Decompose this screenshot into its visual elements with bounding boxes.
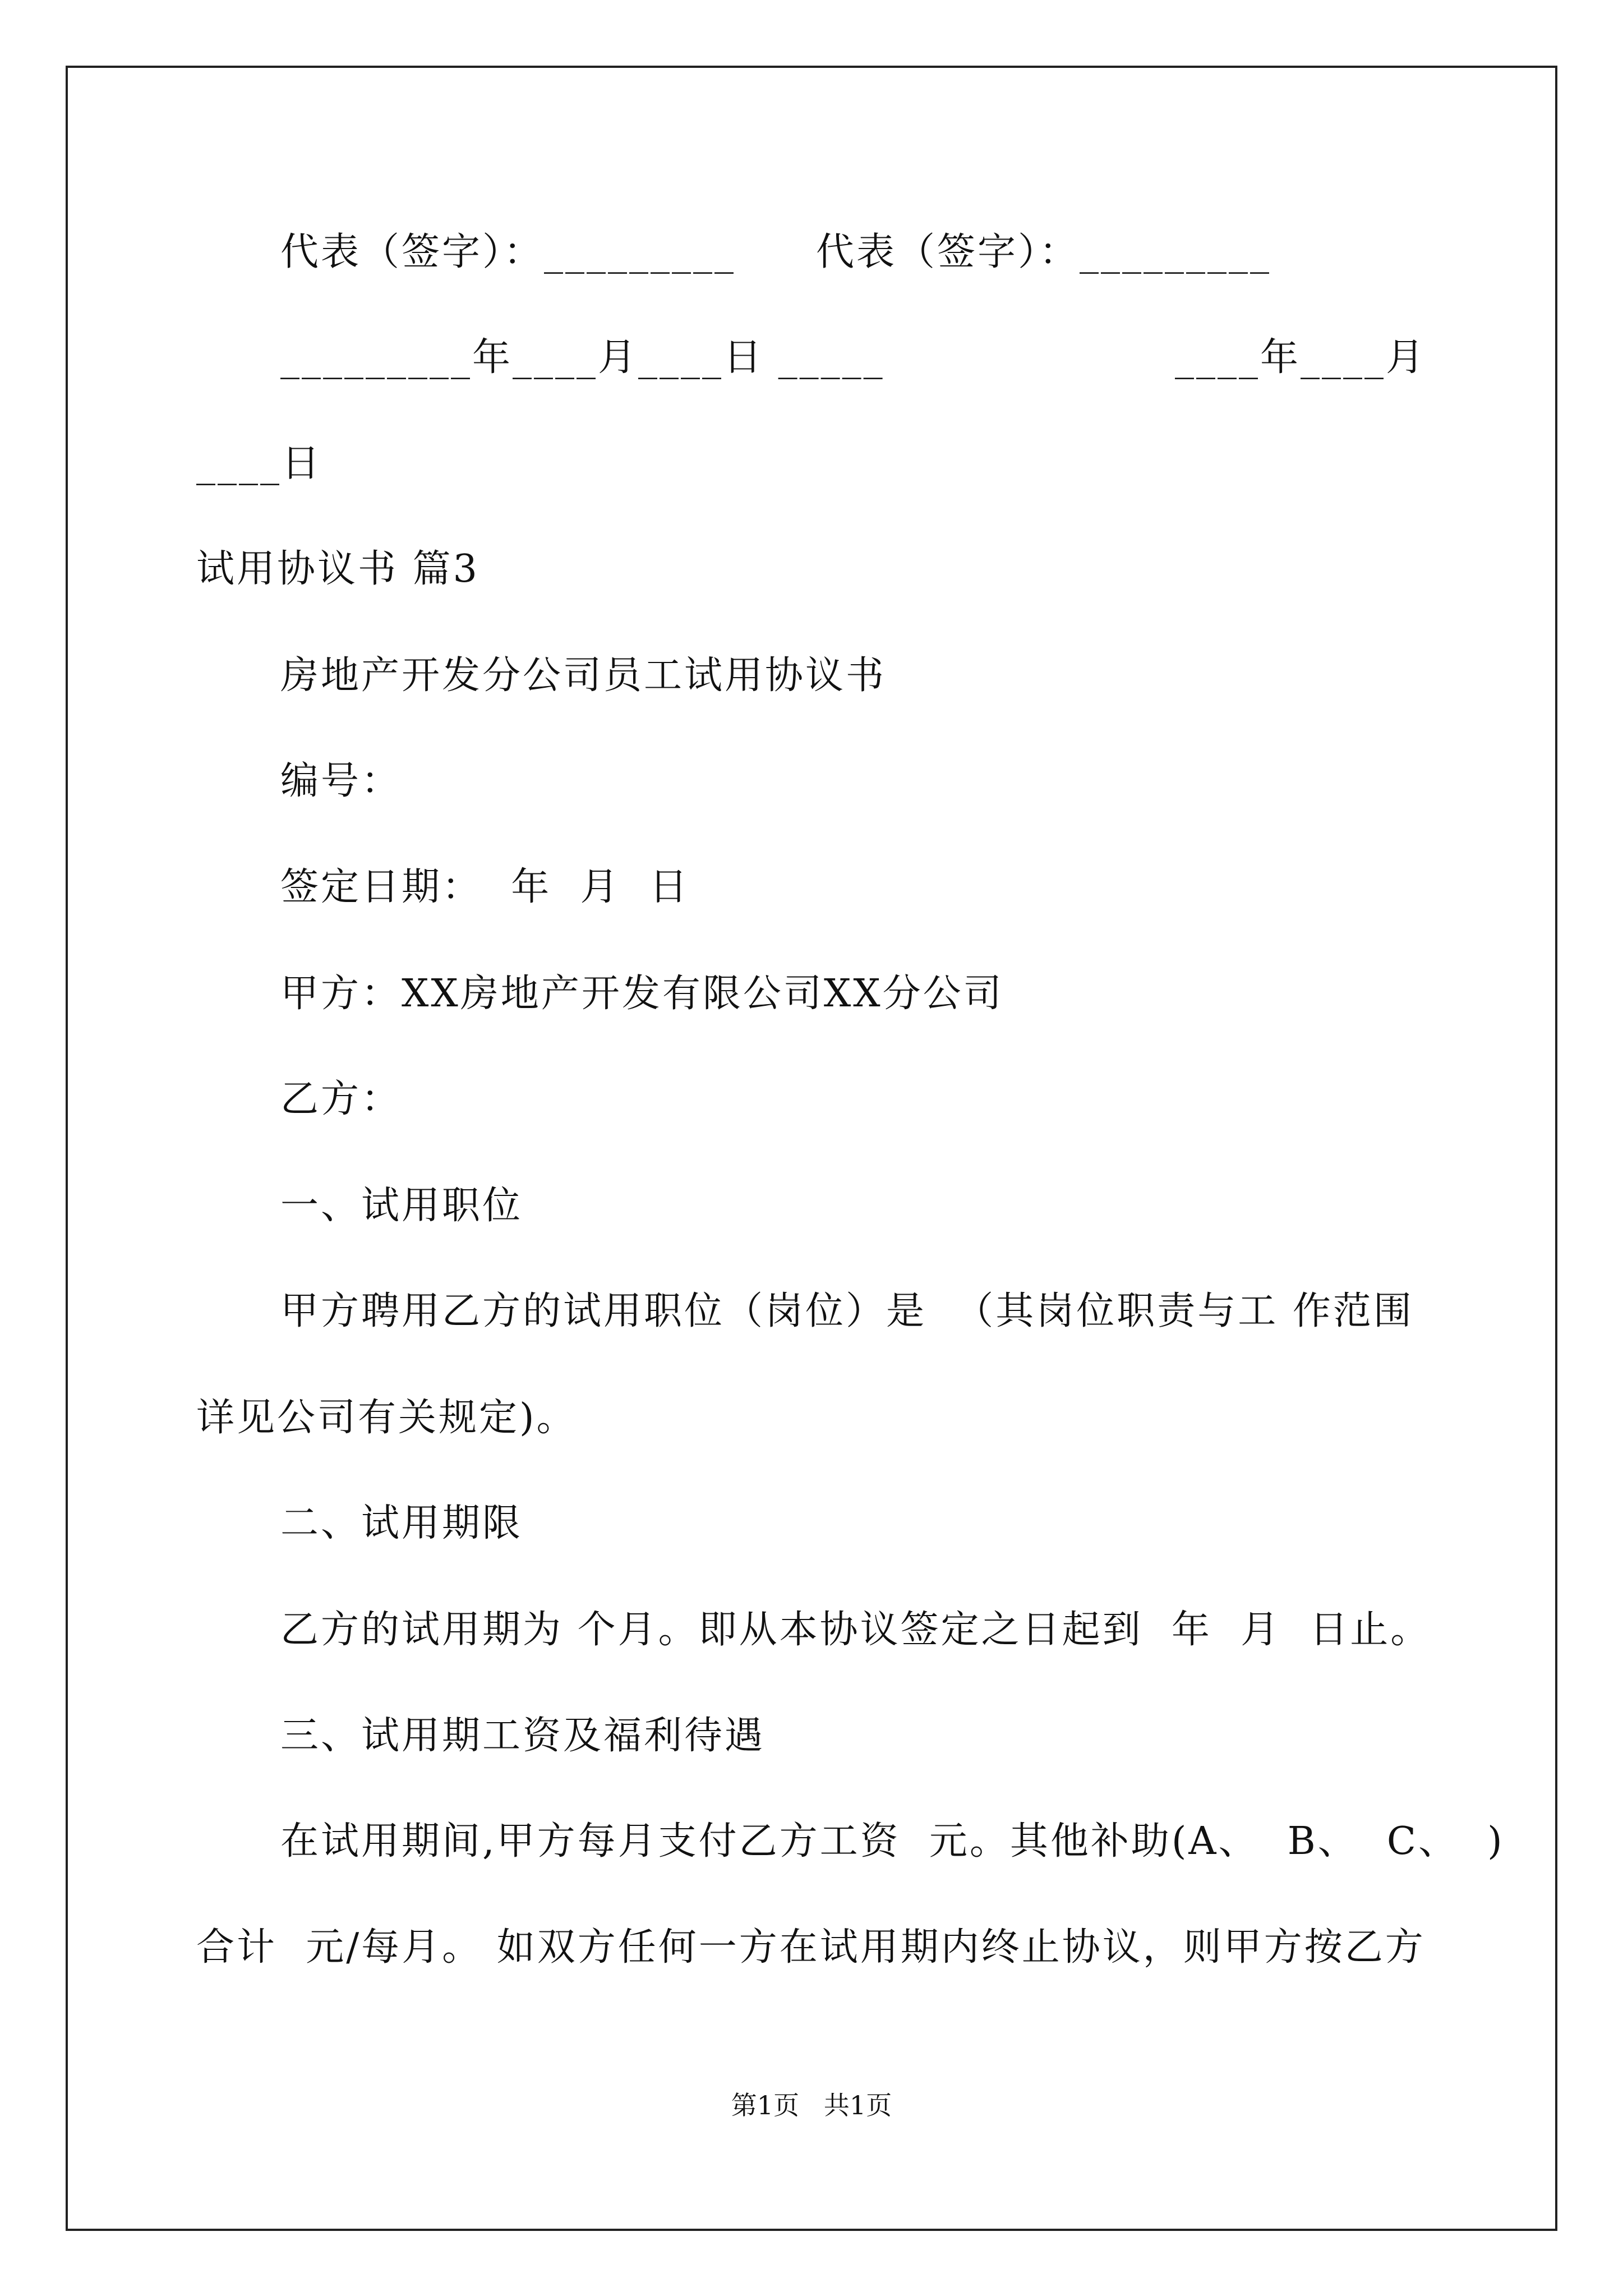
clause-2-text: 乙方的试用期为 个月。即从本协议签定之日起到 年 月 日止。 [280,1608,1431,1652]
section-heading: 试用协议书 篇3 [196,547,479,591]
date-right: ____年____月 [1175,335,1427,380]
field-sign-date: 签定日期： 年 月 日 [280,865,690,909]
clause-1-text: 甲方聘用乙方的试用职位（岗位）是 （其岗位职责与工 作范围 [280,1289,1414,1333]
date-wrap: ____日 [196,441,322,486]
signature-right: 代表（签字）：_________ [816,230,1272,274]
clause-1-text: 详见公司有关规定)。 [196,1396,577,1440]
field-number: 编号： [280,759,402,803]
clause-2-heading: 二、试用期限 [280,1501,523,1545]
field-party-a: 甲方：XX房地产开发有限公司XX分公司 [280,972,1004,1016]
clause-3-text: 在试用期间,甲方每月支付乙方工资 元。其他补助(A、 B、 C、 ) [280,1819,1505,1864]
page-footer: 第1页 共1页 [731,2090,892,2120]
clause-3-text: 合计 元/每月。 如双方任何一方在试用期内终止协议，则甲方按乙方 [196,1925,1426,1970]
signature-left: 代表（签字）：_________ [280,230,736,274]
page-frame [66,66,1557,2231]
date-left: _________年____月____日 _____ [280,335,885,380]
clause-3-heading: 三、试用期工资及福利待遇 [280,1714,766,1758]
field-party-b: 乙方： [280,1077,402,1121]
clause-1-heading: 一、试用职位 [280,1184,523,1228]
document-title: 房地产开发分公司员工试用协议书 [280,654,887,698]
